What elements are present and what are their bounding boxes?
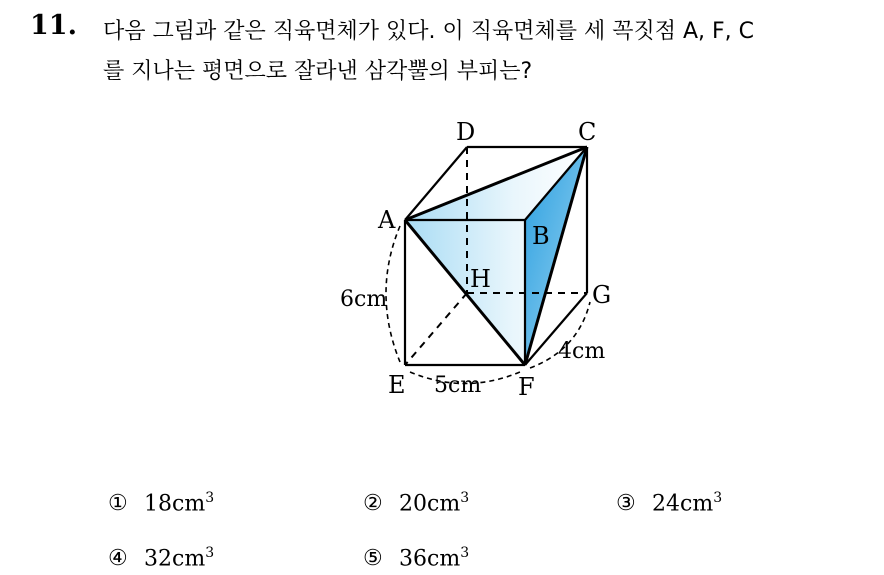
vertex-label-g: G xyxy=(592,281,612,309)
depth-label: 4cm xyxy=(558,339,606,364)
choice-4-mark: ④ xyxy=(108,546,128,572)
cuboid-diagram xyxy=(320,110,640,410)
choice-3-value: 24cm xyxy=(652,491,714,517)
vertex-label-d: D xyxy=(456,118,476,146)
choice-2[interactable] xyxy=(363,490,469,516)
choice-5-mark: ⑤ xyxy=(363,546,383,572)
choice-3-exponent: 3 xyxy=(713,490,723,506)
vertex-label-b: B xyxy=(532,222,550,250)
cuboid-figure xyxy=(320,110,640,414)
question-number: 11. xyxy=(30,10,77,41)
vertex-label-f: F xyxy=(518,373,535,401)
choice-4[interactable] xyxy=(108,545,214,571)
choice-2-exponent: 3 xyxy=(460,490,470,506)
choice-1-mark: ① xyxy=(108,491,128,517)
edge-he xyxy=(405,293,467,365)
choice-1-value: 18cm xyxy=(144,491,206,517)
height-arc xyxy=(386,226,400,362)
choice-5-value: 36cm xyxy=(399,546,461,572)
height-label: 6cm xyxy=(340,287,388,312)
choice-3-mark: ③ xyxy=(616,491,636,517)
choice-5[interactable] xyxy=(363,545,469,571)
choice-1-exponent: 3 xyxy=(205,490,215,506)
question-text-line-2: 를 지나는 평면으로 잘라낸 삼각뿔의 부피는? xyxy=(103,59,533,84)
choice-3[interactable] xyxy=(616,490,722,516)
choice-4-exponent: 3 xyxy=(205,545,215,561)
choice-4-value: 32cm xyxy=(144,546,206,572)
width-label: 5cm xyxy=(434,373,482,398)
choice-2-value: 20cm xyxy=(399,491,461,517)
choice-2-mark: ② xyxy=(363,491,383,517)
vertex-label-e: E xyxy=(388,371,406,399)
choice-5-exponent: 3 xyxy=(460,545,470,561)
vertex-label-a: A xyxy=(378,206,396,234)
vertex-label-h: H xyxy=(470,265,491,293)
choice-1[interactable] xyxy=(108,490,214,516)
question-text-line-1: 다음 그림과 같은 직육면체가 있다. 이 직육면체를 세 꼭짓점 A, F, C xyxy=(103,19,755,44)
vertex-label-c: C xyxy=(578,118,597,146)
